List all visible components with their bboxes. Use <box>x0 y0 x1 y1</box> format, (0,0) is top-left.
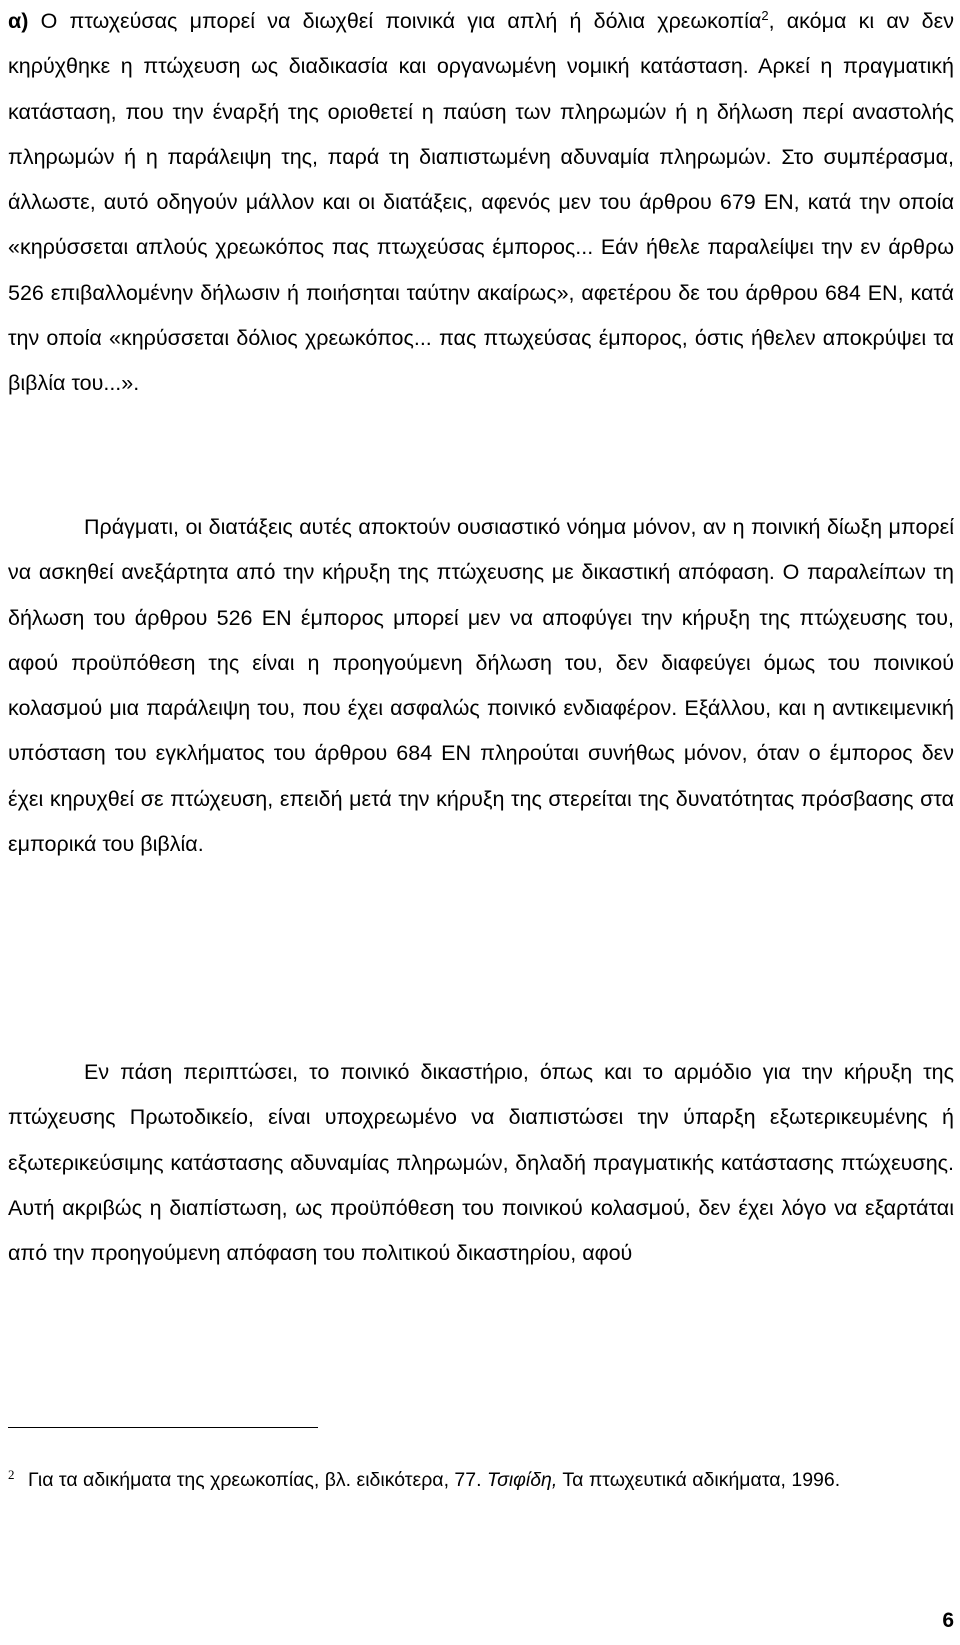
paragraph-1 <box>8 0 954 407</box>
footnote-text-start: Για τα αδικήματα της χρεωκοπίας, βλ. ειδικότερα, 77. <box>28 1469 487 1491</box>
footnote-text-end: Τα πτωχευτικά αδικήματα, 1996. <box>557 1469 841 1491</box>
footnote-reference: 2 <box>761 7 769 23</box>
paragraph-1-text-end: , ακόμα κι αν δεν κηρύχθηκε η πτώχευση ως διαδικασία και οργανωμένη νομική κατάσταση. Αρκεί η πραγματική κατάσταση, που την έναρξή της οριοθετεί η παύση των πληρωμών ή η δήλωση περί αναστολής πληρωμών ή η παράλειψη της, παρά τη διαπιστωμένη αδυναμία πληρωμών. Στο συμπέρασμα, άλλωστε, αυτό οδηγούν μάλλον και οι διατάξεις, αφενός μεν του άρθρου 679 ΕΝ, κατά την οποία «κηρύσσεται απλούς χρεωκόπος πας πτωχεύσας έμπορος... Εάν ήθελε παραλείψει την εν άρθρω 526 επιβαλλομένην δήλωσιν ή ποιήσηται ταύτην ακαίρως», αφετέρου δε του άρθρου 684 ΕΝ, κατά την οποία «κηρύσσεται δόλιος χρεωκόπος... πας πτωχεύσας έμπορος, όστις ήθελεν αποκρύψει τα βιβλία του...». <box>8 9 954 396</box>
footnote-author: Τσιφίδη, <box>486 1469 558 1491</box>
footnote-separator <box>8 1427 318 1428</box>
paragraph-2: Πράγματι, οι διατάξεις αυτές αποκτούν ουσιαστικό νόημα μόνον, αν η ποινική δίωξη μπορεί να ασκηθεί ανεξάρτητα από την κήρυξη της πτώχευσης με δικαστική απόφαση. Ο παραλείπων τη δήλωση του άρθρου 526 ΕΝ έμπορος μπορεί μεν να αποφύγει την κήρυξη της πτώχευσης του, αφού προϋπόθεση της είναι η προηγούμενη δήλωση του, δεν διαφεύγει όμως του ποινικού κολασμού μια παράλειψη του, που έχει ασφαλώς ποινικό ενδιαφέρον. Εξάλλου, και η αντικειμενική υπόσταση του εγκλήματος του άρθρου 684 ΕΝ πληρούται συνήθως μόνον, όταν ο έμπορος δεν έχει κηρυχθεί σε πτώχευση, επειδή μετά την κήρυξη της στερείται της δυνατότητας πρόσβασης στα εμπορικά του βιβλία. <box>8 515 954 857</box>
paragraph-label: α) <box>8 9 29 33</box>
paragraph-1-text-start: Ο πτωχεύσας μπορεί να διωχθεί ποινικά για απλή ή δόλια χρεωκοπία <box>40 9 762 33</box>
paragraph-3: Εν πάση περιπτώσει, το ποινικό δικαστήριο, όπως και το αρμόδιο για την κήρυξη της πτώχευσης Πρωτοδικείο, είναι υποχρεωμένο να διαπιστώσει την ύπαρξη εξωτερικευμένης ή εξωτερικεύσιμης κατάστασης αδυναμίας πληρωμών, δηλαδή πραγματικής κατάστασης πτώχευσης. Αυτή ακριβώς η διαπίστωση, ως προϋπόθεση του ποινικού κολασμού, δεν έχει λόγο να εξαρτάται από την προηγούμενη απόφαση του πολιτικού δικαστηρίου, αφού <box>8 1060 954 1266</box>
page-number: 6 <box>942 1609 954 1632</box>
footnote: 2 Για τα αδικήματα της χρεωκοπίας, βλ. ειδικότερα, 77. Τσιφίδη, Τα πτωχευτικά αδικήματα, 1996. <box>8 1466 841 1491</box>
